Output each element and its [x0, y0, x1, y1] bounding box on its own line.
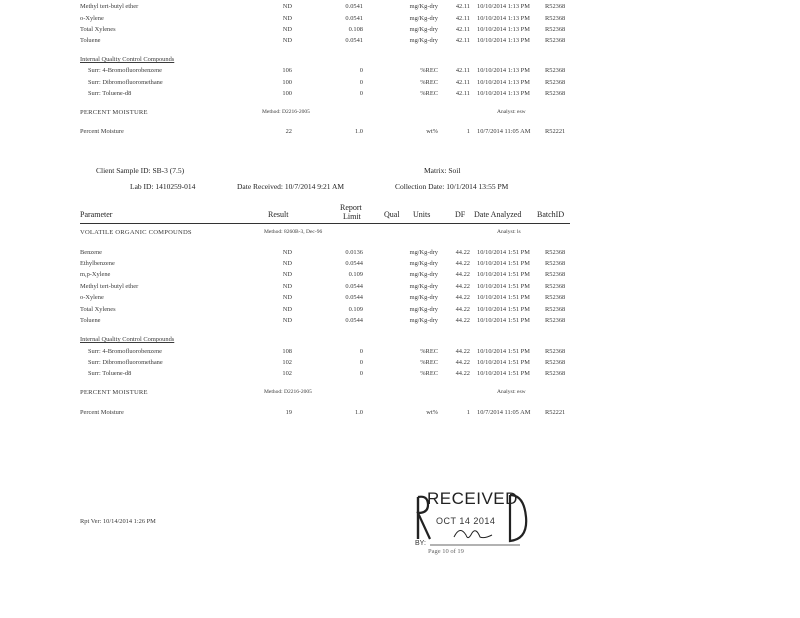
report-limit: 0: [359, 348, 363, 355]
units: mg/Kg-dry: [409, 260, 438, 267]
batch-id: R52368: [545, 79, 566, 86]
date-analyzed: 10/10/2014 1:13 PM: [477, 67, 530, 74]
report-limit: 0.0544: [345, 260, 363, 267]
date-analyzed: 10/7/2014 11:05 AM: [477, 409, 531, 416]
top-row-1: o-Xylene: [80, 15, 104, 22]
qc-section-title: Internal Quality Control Compounds: [80, 56, 175, 63]
header-date: Date Analyzed: [474, 210, 522, 219]
batch-id: R52368: [545, 15, 566, 22]
date-analyzed: 10/10/2014 1:13 PM: [477, 26, 530, 33]
units: wt%: [426, 409, 438, 416]
result: ND: [282, 306, 292, 313]
dilution-factor: 44.22: [455, 294, 470, 301]
date-analyzed: 10/10/2014 1:51 PM: [477, 249, 530, 256]
dilution-factor: 42.11: [455, 3, 470, 10]
units: mg/Kg-dry: [409, 294, 438, 301]
client-sample-id: [96, 166, 184, 175]
pm-row: Percent Moisture: [80, 409, 124, 416]
units: %REC: [420, 79, 438, 86]
dilution-factor: 44.22: [455, 348, 470, 355]
section-method: Method: 8260B-3, Dec-96: [264, 229, 323, 235]
section-title: VOLATILE ORGANIC COMPOUNDS: [80, 229, 192, 236]
lab-id: [130, 182, 195, 191]
voc-row-3: Methyl tert-butyl ether: [80, 283, 139, 290]
date-analyzed: 10/10/2014 1:13 PM: [477, 37, 530, 44]
result: 102: [282, 370, 292, 377]
collection-value: 10/1/2014 13:55 PM: [446, 182, 509, 191]
report-limit: 0.108: [348, 26, 363, 33]
page-number: Page 10 of 19: [428, 548, 464, 555]
header-qual: Qual: [384, 210, 400, 219]
header-limit: Limit: [343, 212, 361, 221]
report-version: Rpt Ver: 10/14/2014 1:26 PM: [80, 518, 156, 525]
result: 22: [285, 128, 292, 135]
date-analyzed: 10/10/2014 1:13 PM: [477, 90, 530, 97]
units: %REC: [420, 370, 438, 377]
received-stamp: [410, 487, 530, 562]
dilution-factor: 44.22: [455, 271, 470, 278]
result: 100: [282, 90, 292, 97]
client-label: Client Sample ID:: [96, 166, 151, 175]
report-limit: 0: [359, 370, 363, 377]
result: ND: [282, 15, 292, 22]
dilution-factor: 42.11: [455, 90, 470, 97]
date-analyzed: 10/10/2014 1:51 PM: [477, 348, 530, 355]
result: ND: [282, 317, 292, 324]
result: 100: [282, 79, 292, 86]
received-label: Date Received:: [237, 182, 284, 191]
header-units: Units: [413, 210, 431, 219]
result: ND: [282, 37, 292, 44]
date-analyzed: 10/10/2014 1:51 PM: [477, 283, 530, 290]
voc-row-2: m,p-Xylene: [80, 271, 111, 278]
dilution-factor: 44.22: [455, 317, 470, 324]
header-rule: [80, 223, 570, 224]
batch-id: R52368: [545, 67, 566, 74]
report-limit: 0: [359, 90, 363, 97]
result: ND: [282, 260, 292, 267]
dilution-factor: 1: [466, 409, 470, 416]
units: wt%: [426, 128, 438, 135]
qc-row-0: Surr: 4-Bromofluorobenzene: [88, 67, 163, 74]
batch-id: R52368: [545, 348, 566, 355]
units: mg/Kg-dry: [409, 37, 438, 44]
section-analyst: Analyst: esw: [497, 389, 526, 395]
report-limit: 0: [359, 67, 363, 74]
batch-id: R52368: [545, 26, 566, 33]
date-analyzed: 10/10/2014 1:51 PM: [477, 306, 530, 313]
stamp-by: BY:: [415, 540, 426, 547]
date-analyzed: 10/10/2014 1:51 PM: [477, 359, 530, 366]
date-analyzed: 10/10/2014 1:51 PM: [477, 370, 530, 377]
top-row-0: [80, 3, 138, 10]
batch-id: R52368: [545, 249, 566, 256]
dilution-factor: 44.22: [455, 359, 470, 366]
collection-date: [395, 182, 508, 191]
report-limit: 0.0544: [345, 317, 363, 324]
dilution-factor: 42.11: [455, 79, 470, 86]
qc-row-0: Surr: 4-Bromofluorobenzene: [88, 348, 163, 355]
dilution-factor: 42.11: [455, 15, 470, 22]
lab-value: 1410259-014: [155, 182, 196, 191]
date-received: [237, 182, 344, 191]
report-limit: 0.0541: [345, 37, 363, 44]
date-analyzed: 10/10/2014 1:51 PM: [477, 317, 530, 324]
result: 19: [285, 409, 292, 416]
result: ND: [282, 3, 292, 10]
batch-id: R52368: [545, 294, 566, 301]
date-analyzed: 10/10/2014 1:13 PM: [477, 3, 530, 10]
units: %REC: [420, 359, 438, 366]
report-limit: 0.0136: [345, 249, 363, 256]
received-value: 10/7/2014 9:21 AM: [284, 182, 345, 191]
client-value: SB-3 (7.5): [152, 166, 185, 175]
dilution-factor: 42.11: [455, 67, 470, 74]
units: mg/Kg-dry: [409, 317, 438, 324]
report-limit: 0.109: [348, 271, 363, 278]
batch-id: R52221: [545, 409, 566, 416]
report-limit: 1.0: [355, 409, 363, 416]
voc-row-4: o-Xylene: [80, 294, 104, 301]
report-limit: 1.0: [355, 128, 363, 135]
header-df: DF: [455, 210, 466, 219]
batch-id: R52368: [545, 317, 566, 324]
units: mg/Kg-dry: [409, 3, 438, 10]
result: 108: [282, 348, 292, 355]
matrix-label: Matrix:: [424, 166, 447, 175]
stamp-date: OCT 14 2014: [436, 516, 496, 526]
date-analyzed: 10/10/2014 1:13 PM: [477, 15, 530, 22]
header-report: Report: [340, 203, 362, 212]
batch-id: R52368: [545, 90, 566, 97]
batch-id: R52368: [545, 260, 566, 267]
result: ND: [282, 26, 292, 33]
batch-id: R52368: [545, 3, 566, 10]
dilution-factor: 42.11: [455, 26, 470, 33]
units: %REC: [420, 90, 438, 97]
result: ND: [282, 271, 292, 278]
result: ND: [282, 294, 292, 301]
dilution-factor: 44.22: [455, 249, 470, 256]
report-limit: 0.0541: [345, 3, 363, 10]
qc-row-2: Surr: Toluene-d8: [88, 370, 132, 377]
header-result: Result: [268, 210, 289, 219]
report-limit: 0.0541: [345, 15, 363, 22]
batch-id: R52368: [545, 359, 566, 366]
stamp-received-text: RECEIVED: [427, 489, 518, 508]
report-limit: 0: [359, 359, 363, 366]
batch-id: R52368: [545, 271, 566, 278]
dilution-factor: 42.11: [455, 37, 470, 44]
dilution-factor: 1: [466, 128, 470, 135]
units: mg/Kg-dry: [409, 271, 438, 278]
batch-id: R52221: [545, 128, 566, 135]
section-method: Method: D2216-2005: [264, 389, 312, 395]
date-analyzed: 10/7/2014 11:05 AM: [477, 128, 531, 135]
voc-row-6: Toluene: [80, 317, 101, 324]
pm-row: Percent Moisture: [80, 128, 124, 135]
section-title: PERCENT MOISTURE: [80, 109, 148, 116]
matrix-value: Soil: [448, 166, 461, 175]
batch-id: R52368: [545, 370, 566, 377]
section-method: Method: D2216-2005: [262, 109, 310, 115]
date-analyzed: 10/10/2014 1:13 PM: [477, 79, 530, 86]
qc-row-1: Surr: Dibromofluoromethane: [88, 359, 163, 366]
dilution-factor: 44.22: [455, 306, 470, 313]
batch-id: R52368: [545, 37, 566, 44]
matrix: [424, 166, 460, 175]
voc-row-1: Ethylbenzene: [80, 260, 115, 267]
result: 106: [282, 67, 292, 74]
units: mg/Kg-dry: [409, 306, 438, 313]
date-analyzed: 10/10/2014 1:51 PM: [477, 260, 530, 267]
dilution-factor: 44.22: [455, 283, 470, 290]
qc-row-2: Surr: Toluene-d8: [88, 90, 132, 97]
report-limit: 0.109: [348, 306, 363, 313]
qc-section-title: Internal Quality Control Compounds: [80, 336, 175, 343]
report-limit: 0.0544: [345, 283, 363, 290]
date-analyzed: 10/10/2014 1:51 PM: [477, 271, 530, 278]
section-analyst: Analyst: esw: [497, 109, 526, 115]
dilution-factor: 44.22: [455, 370, 470, 377]
voc-row-0: Benzene: [80, 249, 102, 256]
batch-id: R52368: [545, 283, 566, 290]
section-title: PERCENT MOISTURE: [80, 389, 148, 396]
units: mg/Kg-dry: [409, 249, 438, 256]
section-analyst: Analyst: ls: [497, 229, 521, 235]
header-batch: BatchID: [537, 210, 565, 219]
param-name: Methyl tert-butyl ether: [80, 3, 139, 10]
qc-row-1: Surr: Dibromofluoromethane: [88, 79, 163, 86]
date-analyzed: 10/10/2014 1:51 PM: [477, 294, 530, 301]
units: mg/Kg-dry: [409, 15, 438, 22]
report-limit: 0.0544: [345, 294, 363, 301]
header-parameter: Parameter: [80, 210, 113, 219]
result: 102: [282, 359, 292, 366]
voc-row-5: Total Xylenes: [80, 306, 116, 313]
top-row-2: Total Xylenes: [80, 26, 116, 33]
collection-label: Collection Date:: [395, 182, 445, 191]
batch-id: R52368: [545, 306, 566, 313]
dilution-factor: 44.22: [455, 260, 470, 267]
units: mg/Kg-dry: [409, 26, 438, 33]
result: ND: [282, 249, 292, 256]
units: mg/Kg-dry: [409, 283, 438, 290]
units: %REC: [420, 67, 438, 74]
report-limit: 0: [359, 79, 363, 86]
lab-label: Lab ID:: [130, 182, 154, 191]
result: ND: [282, 283, 292, 290]
units: %REC: [420, 348, 438, 355]
top-row-3: Toluene: [80, 37, 101, 44]
